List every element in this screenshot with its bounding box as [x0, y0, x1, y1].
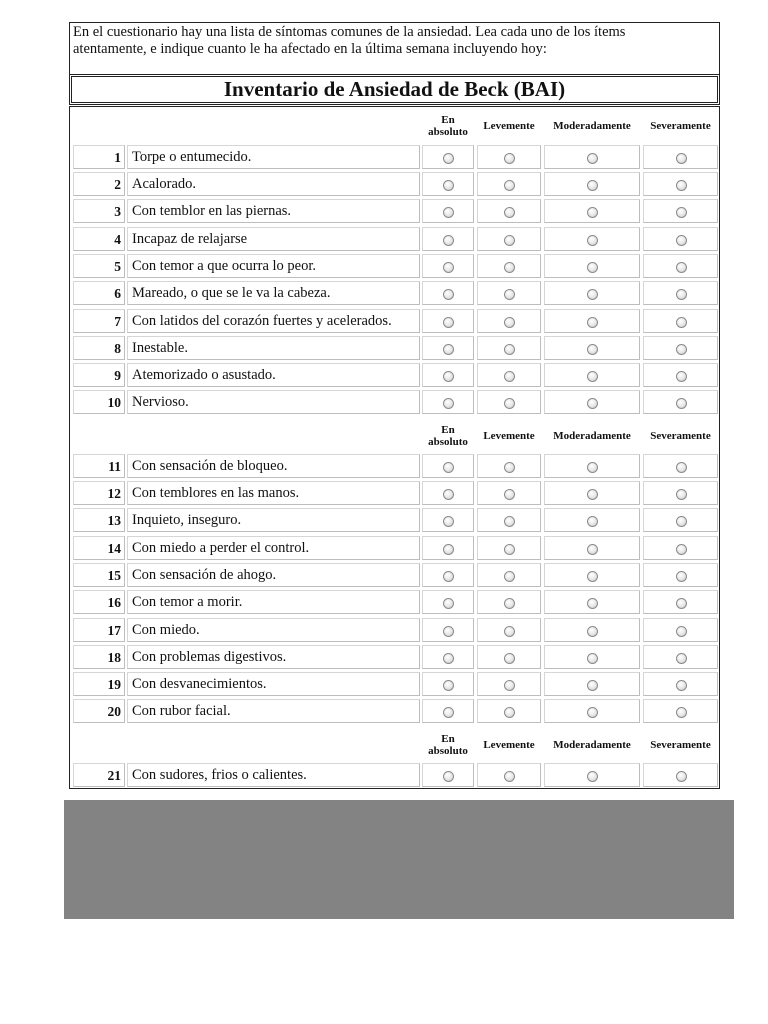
- question-row: [70, 145, 719, 170]
- radio-moderadamente[interactable]: [587, 153, 598, 164]
- question-number: 14: [73, 536, 125, 560]
- radio-en-absoluto[interactable]: [443, 707, 454, 718]
- radio-severamente[interactable]: [676, 516, 687, 527]
- radio-moderadamente[interactable]: [587, 398, 598, 409]
- answer-cell-moderadamente: [544, 763, 640, 787]
- radio-severamente[interactable]: [676, 544, 687, 555]
- radio-en-absoluto[interactable]: [443, 289, 454, 300]
- question-text: Con miedo a perder el control.: [127, 536, 420, 560]
- header-levemente-label: Levemente: [483, 738, 535, 751]
- radio-moderadamente[interactable]: [587, 289, 598, 300]
- radio-moderadamente[interactable]: [587, 571, 598, 582]
- title-box: [69, 74, 720, 105]
- radio-severamente[interactable]: [676, 707, 687, 718]
- answer-cell-en-absoluto: [422, 363, 474, 387]
- question-number: 13: [73, 508, 125, 532]
- header-moderadamente: [544, 417, 640, 455]
- radio-levemente[interactable]: [504, 344, 515, 355]
- radio-en-absoluto[interactable]: [443, 462, 454, 473]
- answer-cell-severamente: [643, 763, 718, 787]
- radio-severamente[interactable]: [676, 462, 687, 473]
- question-number: 20: [73, 699, 125, 723]
- question-number: 12: [73, 481, 125, 505]
- instructions-box: [69, 22, 720, 75]
- answer-cell-severamente: [643, 281, 718, 305]
- radio-levemente[interactable]: [504, 462, 515, 473]
- radio-severamente[interactable]: [676, 207, 687, 218]
- answer-cell-moderadamente: [544, 563, 640, 587]
- radio-severamente[interactable]: [676, 771, 687, 782]
- answer-cell-en-absoluto: [422, 508, 474, 532]
- answer-cell-moderadamente: [544, 227, 640, 251]
- radio-en-absoluto[interactable]: [443, 235, 454, 246]
- question-row: [70, 563, 719, 588]
- question-number: 1: [73, 145, 125, 169]
- question-number: 9: [73, 363, 125, 387]
- radio-moderadamente[interactable]: [587, 544, 598, 555]
- answer-cell-levemente: [477, 454, 541, 478]
- question-row: [70, 309, 719, 334]
- answer-cell-levemente: [477, 172, 541, 196]
- question-text: Mareado, o que se le va la cabeza.: [127, 281, 420, 305]
- radio-levemente[interactable]: [504, 680, 515, 691]
- question-row: [70, 481, 719, 506]
- answer-cell-severamente: [643, 172, 718, 196]
- radio-levemente[interactable]: [504, 207, 515, 218]
- answer-cell-levemente: [477, 199, 541, 223]
- radio-moderadamente[interactable]: [587, 653, 598, 664]
- answer-cell-severamente: [643, 618, 718, 642]
- radio-levemente[interactable]: [504, 180, 515, 191]
- radio-severamente[interactable]: [676, 180, 687, 191]
- question-row: [70, 254, 719, 279]
- radio-levemente[interactable]: [504, 707, 515, 718]
- radio-severamente[interactable]: [676, 653, 687, 664]
- answer-cell-moderadamente: [544, 699, 640, 723]
- answer-cell-en-absoluto: [422, 281, 474, 305]
- radio-levemente[interactable]: [504, 598, 515, 609]
- answer-cell-en-absoluto: [422, 199, 474, 223]
- radio-moderadamente[interactable]: [587, 180, 598, 191]
- question-text: Con rubor facial.: [127, 699, 420, 723]
- answer-cell-levemente: [477, 309, 541, 333]
- radio-severamente[interactable]: [676, 489, 687, 500]
- answer-cell-levemente: [477, 699, 541, 723]
- answer-cell-severamente: [643, 699, 718, 723]
- radio-levemente[interactable]: [504, 544, 515, 555]
- radio-levemente[interactable]: [504, 626, 515, 637]
- header-severamente-label: Severamente: [650, 429, 711, 442]
- question-number: 16: [73, 590, 125, 614]
- radio-levemente[interactable]: [504, 571, 515, 582]
- radio-levemente[interactable]: [504, 289, 515, 300]
- radio-en-absoluto[interactable]: [443, 262, 454, 273]
- answer-cell-en-absoluto: [422, 309, 474, 333]
- question-text: Con temor a morir.: [127, 590, 420, 614]
- answer-cell-levemente: [477, 536, 541, 560]
- radio-severamente[interactable]: [676, 571, 687, 582]
- answer-cell-levemente: [477, 763, 541, 787]
- radio-en-absoluto[interactable]: [443, 317, 454, 328]
- questionnaire-form: [69, 106, 720, 789]
- question-text: Con problemas digestivos.: [127, 645, 420, 669]
- question-row: [70, 618, 719, 643]
- radio-severamente[interactable]: [676, 235, 687, 246]
- answer-cell-en-absoluto: [422, 254, 474, 278]
- radio-moderadamente[interactable]: [587, 771, 598, 782]
- question-text: Con temblor en las piernas.: [127, 199, 420, 223]
- question-row: [70, 672, 719, 697]
- radio-moderadamente[interactable]: [587, 489, 598, 500]
- answer-cell-severamente: [643, 390, 718, 414]
- header-en-absoluto: [422, 726, 474, 764]
- answer-cell-severamente: [643, 590, 718, 614]
- radio-moderadamente[interactable]: [587, 516, 598, 527]
- question-row: [70, 363, 719, 388]
- answer-cell-levemente: [477, 390, 541, 414]
- radio-moderadamente[interactable]: [587, 626, 598, 637]
- answer-cell-en-absoluto: [422, 618, 474, 642]
- answer-cell-en-absoluto: [422, 481, 474, 505]
- question-row: [70, 199, 719, 224]
- radio-levemente[interactable]: [504, 398, 515, 409]
- header-severamente-label: Severamente: [650, 738, 711, 751]
- answer-cell-levemente: [477, 363, 541, 387]
- header-moderadamente-label: Moderadamente: [553, 429, 631, 442]
- question-row: [70, 763, 719, 788]
- question-text: Incapaz de relajarse: [127, 227, 420, 251]
- question-number: 2: [73, 172, 125, 196]
- radio-en-absoluto[interactable]: [443, 489, 454, 500]
- question-number: 11: [73, 454, 125, 478]
- answer-cell-moderadamente: [544, 172, 640, 196]
- radio-levemente[interactable]: [504, 489, 515, 500]
- answer-cell-severamente: [643, 309, 718, 333]
- radio-severamente[interactable]: [676, 680, 687, 691]
- question-row: [70, 336, 719, 361]
- options-header-row: [70, 726, 719, 764]
- radio-moderadamente[interactable]: [587, 317, 598, 328]
- radio-en-absoluto[interactable]: [443, 153, 454, 164]
- answer-cell-moderadamente: [544, 363, 640, 387]
- answer-cell-moderadamente: [544, 199, 640, 223]
- question-row: [70, 227, 719, 252]
- answer-cell-en-absoluto: [422, 336, 474, 360]
- answer-cell-en-absoluto: [422, 563, 474, 587]
- radio-en-absoluto[interactable]: [443, 371, 454, 382]
- radio-moderadamente[interactable]: [587, 344, 598, 355]
- question-text: Acalorado.: [127, 172, 420, 196]
- question-row: [70, 590, 719, 615]
- radio-levemente[interactable]: [504, 653, 515, 664]
- radio-moderadamente[interactable]: [587, 262, 598, 273]
- answer-cell-en-absoluto: [422, 227, 474, 251]
- radio-en-absoluto[interactable]: [443, 344, 454, 355]
- radio-severamente[interactable]: [676, 371, 687, 382]
- radio-en-absoluto[interactable]: [443, 571, 454, 582]
- radio-moderadamente[interactable]: [587, 235, 598, 246]
- answer-cell-severamente: [643, 199, 718, 223]
- radio-en-absoluto[interactable]: [443, 180, 454, 191]
- answer-cell-severamente: [643, 563, 718, 587]
- answer-cell-en-absoluto: [422, 763, 474, 787]
- answer-cell-severamente: [643, 508, 718, 532]
- radio-en-absoluto[interactable]: [443, 626, 454, 637]
- radio-en-absoluto[interactable]: [443, 398, 454, 409]
- header-moderadamente: [544, 726, 640, 764]
- header-levemente: [477, 107, 541, 145]
- header-en-absoluto-line2: absoluto: [428, 745, 468, 757]
- answer-cell-moderadamente: [544, 481, 640, 505]
- question-number: 5: [73, 254, 125, 278]
- header-severamente: [643, 417, 718, 455]
- question-text: Inestable.: [127, 336, 420, 360]
- answer-cell-moderadamente: [544, 390, 640, 414]
- radio-en-absoluto[interactable]: [443, 544, 454, 555]
- header-levemente: [477, 726, 541, 764]
- question-text: Con sensación de bloqueo.: [127, 454, 420, 478]
- radio-levemente[interactable]: [504, 262, 515, 273]
- question-row: [70, 536, 719, 561]
- radio-levemente[interactable]: [504, 371, 515, 382]
- radio-en-absoluto[interactable]: [443, 207, 454, 218]
- question-text: Nervioso.: [127, 390, 420, 414]
- question-text: Inquieto, inseguro.: [127, 508, 420, 532]
- radio-en-absoluto[interactable]: [443, 653, 454, 664]
- radio-moderadamente[interactable]: [587, 462, 598, 473]
- question-text: Con desvanecimientos.: [127, 672, 420, 696]
- question-text: Con temor a que ocurra lo peor.: [127, 254, 420, 278]
- question-number: 3: [73, 199, 125, 223]
- question-row: [70, 390, 719, 415]
- header-en-absoluto: [422, 417, 474, 455]
- question-number: 15: [73, 563, 125, 587]
- answer-cell-levemente: [477, 254, 541, 278]
- answer-cell-en-absoluto: [422, 645, 474, 669]
- answer-cell-moderadamente: [544, 336, 640, 360]
- question-text: Con temblores en las manos.: [127, 481, 420, 505]
- header-severamente-label: Severamente: [650, 119, 711, 132]
- question-number: 6: [73, 281, 125, 305]
- answer-cell-levemente: [477, 481, 541, 505]
- radio-severamente[interactable]: [676, 262, 687, 273]
- answer-cell-levemente: [477, 227, 541, 251]
- header-en-absoluto: [422, 107, 474, 145]
- question-text: Con latidos del corazón fuertes y acelerados.: [127, 309, 420, 333]
- question-row: [70, 172, 719, 197]
- question-number: 7: [73, 309, 125, 333]
- radio-severamente[interactable]: [676, 289, 687, 300]
- answer-cell-severamente: [643, 536, 718, 560]
- radio-severamente[interactable]: [676, 626, 687, 637]
- question-number: 18: [73, 645, 125, 669]
- question-number: 4: [73, 227, 125, 251]
- radio-severamente[interactable]: [676, 398, 687, 409]
- answer-cell-levemente: [477, 590, 541, 614]
- question-text: Atemorizado o asustado.: [127, 363, 420, 387]
- question-text: Con sensación de ahogo.: [127, 563, 420, 587]
- answer-cell-en-absoluto: [422, 536, 474, 560]
- instructions-line-1: En el cuestionario hay una lista de síntomas comunes de la ansiedad. Lea cada uno de los ítems: [73, 24, 626, 40]
- question-row: [70, 281, 719, 306]
- form-title: Inventario de Ansiedad de Beck (BAI): [71, 76, 718, 103]
- radio-levemente[interactable]: [504, 235, 515, 246]
- radio-en-absoluto[interactable]: [443, 516, 454, 527]
- answer-cell-moderadamente: [544, 672, 640, 696]
- instructions-line-2: atentamente, e indique cuanto le ha afectado en la última semana incluyendo hoy:: [73, 41, 547, 57]
- question-number: 19: [73, 672, 125, 696]
- answer-cell-severamente: [643, 254, 718, 278]
- radio-levemente[interactable]: [504, 516, 515, 527]
- radio-moderadamente[interactable]: [587, 598, 598, 609]
- answer-cell-en-absoluto: [422, 672, 474, 696]
- answer-cell-en-absoluto: [422, 699, 474, 723]
- answer-cell-moderadamente: [544, 454, 640, 478]
- answer-cell-moderadamente: [544, 281, 640, 305]
- answer-cell-moderadamente: [544, 590, 640, 614]
- radio-moderadamente[interactable]: [587, 207, 598, 218]
- header-en-absoluto-line2: absoluto: [428, 126, 468, 138]
- question-text: Con sudores, frios o calientes.: [127, 763, 420, 787]
- answer-cell-en-absoluto: [422, 590, 474, 614]
- answer-cell-moderadamente: [544, 536, 640, 560]
- question-row: [70, 508, 719, 533]
- footer-gray-band: [64, 800, 734, 919]
- answer-cell-severamente: [643, 227, 718, 251]
- answer-cell-severamente: [643, 645, 718, 669]
- answer-cell-levemente: [477, 563, 541, 587]
- header-moderadamente-label: Moderadamente: [553, 738, 631, 751]
- options-header-row: [70, 417, 719, 455]
- question-text: Torpe o entumecido.: [127, 145, 420, 169]
- header-levemente: [477, 417, 541, 455]
- radio-en-absoluto[interactable]: [443, 771, 454, 782]
- answer-cell-en-absoluto: [422, 454, 474, 478]
- answer-cell-levemente: [477, 336, 541, 360]
- answer-cell-en-absoluto: [422, 390, 474, 414]
- radio-severamente[interactable]: [676, 344, 687, 355]
- question-row: [70, 454, 719, 479]
- answer-cell-severamente: [643, 672, 718, 696]
- answer-cell-severamente: [643, 336, 718, 360]
- answer-cell-moderadamente: [544, 508, 640, 532]
- answer-cell-levemente: [477, 645, 541, 669]
- header-en-absoluto-line1: En: [441, 732, 455, 745]
- question-row: [70, 645, 719, 670]
- question-number: 17: [73, 618, 125, 642]
- options-header-row: [70, 107, 719, 145]
- header-levemente-label: Levemente: [483, 429, 535, 442]
- header-moderadamente-label: Moderadamente: [553, 119, 631, 132]
- header-en-absoluto-line2: absoluto: [428, 436, 468, 448]
- radio-en-absoluto[interactable]: [443, 598, 454, 609]
- radio-severamente[interactable]: [676, 598, 687, 609]
- answer-cell-levemente: [477, 508, 541, 532]
- answer-cell-moderadamente: [544, 618, 640, 642]
- question-number: 21: [73, 763, 125, 787]
- header-moderadamente: [544, 107, 640, 145]
- header-severamente: [643, 726, 718, 764]
- radio-en-absoluto[interactable]: [443, 680, 454, 691]
- radio-moderadamente[interactable]: [587, 680, 598, 691]
- header-en-absoluto-line1: En: [441, 423, 455, 436]
- answer-cell-severamente: [643, 454, 718, 478]
- answer-cell-moderadamente: [544, 145, 640, 169]
- answer-cell-severamente: [643, 481, 718, 505]
- answer-cell-en-absoluto: [422, 172, 474, 196]
- answer-cell-en-absoluto: [422, 145, 474, 169]
- answer-cell-levemente: [477, 145, 541, 169]
- radio-moderadamente[interactable]: [587, 371, 598, 382]
- radio-levemente[interactable]: [504, 771, 515, 782]
- radio-levemente[interactable]: [504, 153, 515, 164]
- header-severamente: [643, 107, 718, 145]
- answer-cell-severamente: [643, 363, 718, 387]
- question-number: 10: [73, 390, 125, 414]
- radio-levemente[interactable]: [504, 317, 515, 328]
- answer-cell-levemente: [477, 281, 541, 305]
- answer-cell-levemente: [477, 618, 541, 642]
- header-levemente-label: Levemente: [483, 119, 535, 132]
- answer-cell-moderadamente: [544, 309, 640, 333]
- answer-cell-levemente: [477, 672, 541, 696]
- answer-cell-severamente: [643, 145, 718, 169]
- header-en-absoluto-line1: En: [441, 113, 455, 126]
- answer-cell-moderadamente: [544, 254, 640, 278]
- radio-severamente[interactable]: [676, 317, 687, 328]
- question-row: [70, 699, 719, 724]
- radio-moderadamente[interactable]: [587, 707, 598, 718]
- radio-severamente[interactable]: [676, 153, 687, 164]
- question-number: 8: [73, 336, 125, 360]
- answer-cell-moderadamente: [544, 645, 640, 669]
- question-text: Con miedo.: [127, 618, 420, 642]
